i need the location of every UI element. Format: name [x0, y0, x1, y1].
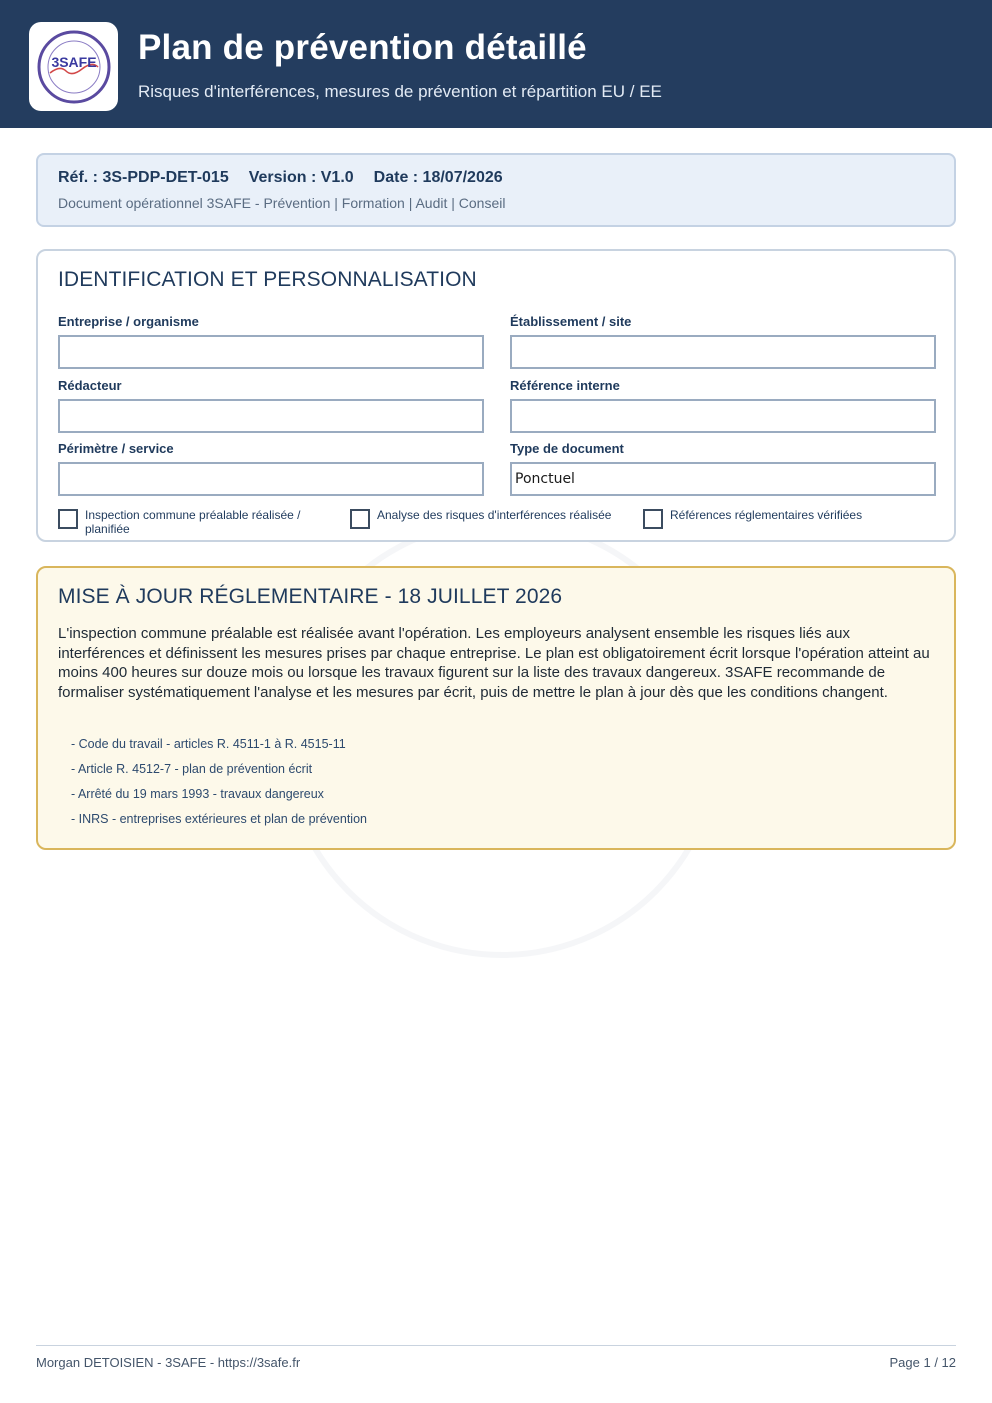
reference-item: - INRS - entreprises extérieures et plan de prévention — [71, 812, 367, 826]
reference-date: Date : 18/07/2026 — [373, 169, 503, 186]
logo-text: 3SAFE — [50, 53, 97, 70]
checkbox-inspection[interactable] — [58, 508, 328, 536]
page-subtitle: Risques d'interférences, mesures de prévention et répartition EU / EE — [138, 82, 662, 101]
type-document-input[interactable] — [510, 462, 936, 496]
field-label-entreprise: Entreprise / organisme — [58, 314, 199, 329]
checkbox-analyse-box[interactable] — [350, 509, 370, 529]
field-label-perimetre: Périmètre / service — [58, 441, 174, 456]
footer-author: Morgan DETOISIEN - 3SAFE - https://3safe.fr — [36, 1355, 301, 1370]
checkbox-analyse[interactable] — [350, 508, 640, 529]
redacteur-input[interactable] — [58, 399, 484, 433]
company-logo — [29, 22, 118, 111]
reference-line — [58, 169, 523, 187]
etablissement-input[interactable] — [510, 335, 936, 369]
regulatory-update-section — [36, 566, 956, 850]
checkbox-inspection-box[interactable] — [58, 509, 78, 529]
identification-title: IDENTIFICATION ET PERSONNALISATION — [58, 268, 477, 291]
update-paragraph: L'inspection commune préalable est réalisée avant l'opération. Les employeurs analysent ensemble les risques liés aux interférences et définissent les mesures prises par chaque entreprise. Le plan est obligatoirement écrit lorsque l'opération atteint au moins 400 heures sur douze mois ou lorsque les travaux figurent sur la liste des travaux dangereux. 3SAFE recommande de formaliser systématiquement l'analyse et les mesures par écrit, puis de mettre le plan à jour dès que les conditions changent. — [58, 625, 930, 701]
checkbox-inspection-label: Inspection commune préalable réalisée / planifiée — [85, 508, 301, 536]
field-label-redacteur: Rédacteur — [58, 378, 122, 393]
reference-version: Version : V1.0 — [248, 169, 354, 186]
reference-description: Document opérationnel 3SAFE - Prévention | Formation | Audit | Conseil — [58, 195, 506, 211]
reference-interne-input[interactable] — [510, 399, 936, 433]
page-number: Page 1 / 12 — [889, 1355, 956, 1370]
perimetre-input[interactable] — [58, 462, 484, 496]
reference-item: - Arrêté du 19 mars 1993 - travaux dangereux — [71, 787, 324, 801]
reference-item: - Code du travail - articles R. 4511-1 à R. 4515-11 — [71, 737, 346, 751]
checkbox-references-label: Références réglementaires vérifiées — [670, 508, 863, 522]
checkbox-analyse-label: Analyse des risques d'interférences réalisée — [377, 508, 612, 522]
footer-divider — [36, 1345, 956, 1346]
update-title: MISE À JOUR RÉGLEMENTAIRE - 18 JUILLET 2026 — [58, 585, 563, 608]
field-label-etablissement: Établissement / site — [510, 314, 632, 329]
field-label-reference-interne: Référence interne — [510, 378, 620, 393]
checkbox-references-box[interactable] — [643, 509, 663, 529]
identification-section — [36, 249, 956, 542]
checkbox-references[interactable] — [643, 508, 933, 529]
reference-list — [71, 736, 367, 836]
field-label-type-document: Type de document — [510, 441, 624, 456]
reference-box — [36, 153, 956, 227]
3safe-seal-icon — [36, 29, 112, 105]
reference-item: - Article R. 4512-7 - plan de prévention écrit — [71, 762, 313, 776]
reference-code: Réf. : 3S-PDP-DET-015 — [58, 169, 229, 186]
page-header — [0, 0, 992, 128]
page-title: Plan de prévention détaillé — [138, 28, 587, 67]
entreprise-input[interactable] — [58, 335, 484, 369]
